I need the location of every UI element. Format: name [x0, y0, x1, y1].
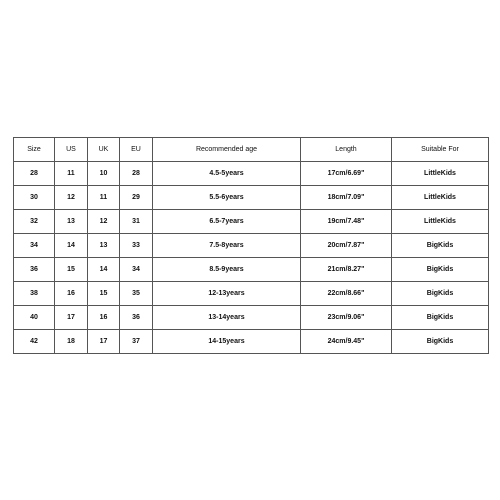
cell-suitable-for: LittleKids [392, 186, 489, 210]
cell-eu: 36 [120, 306, 153, 330]
cell-us: 12 [55, 186, 88, 210]
table-row [14, 258, 489, 282]
cell-size: 28 [14, 162, 55, 186]
cell-recommended-age: 13-14years [153, 306, 301, 330]
cell-suitable-for: BigKids [392, 258, 489, 282]
cell-suitable-for: BigKids [392, 282, 489, 306]
table-row [14, 330, 489, 354]
cell-recommended-age: 8.5-9years [153, 258, 301, 282]
cell-us: 15 [55, 258, 88, 282]
header-recommended-age: Recommended age [153, 138, 301, 162]
cell-us: 13 [55, 210, 88, 234]
cell-length: 21cm/8.27" [301, 258, 392, 282]
cell-suitable-for: BigKids [392, 330, 489, 354]
cell-eu: 37 [120, 330, 153, 354]
size-chart-table [13, 137, 489, 354]
cell-us: 14 [55, 234, 88, 258]
header-length: Length [301, 138, 392, 162]
cell-length: 24cm/9.45" [301, 330, 392, 354]
header-us: US [55, 138, 88, 162]
cell-recommended-age: 6.5-7years [153, 210, 301, 234]
cell-eu: 33 [120, 234, 153, 258]
cell-eu: 35 [120, 282, 153, 306]
cell-size: 42 [14, 330, 55, 354]
cell-size: 32 [14, 210, 55, 234]
cell-eu: 34 [120, 258, 153, 282]
header-uk: UK [88, 138, 120, 162]
cell-suitable-for: BigKids [392, 234, 489, 258]
cell-suitable-for: LittleKids [392, 210, 489, 234]
header-size: Size [14, 138, 55, 162]
cell-uk: 15 [88, 282, 120, 306]
cell-recommended-age: 4.5-5years [153, 162, 301, 186]
cell-uk: 17 [88, 330, 120, 354]
cell-length: 22cm/8.66" [301, 282, 392, 306]
cell-recommended-age: 12-13years [153, 282, 301, 306]
cell-suitable-for: BigKids [392, 306, 489, 330]
cell-recommended-age: 14-15years [153, 330, 301, 354]
cell-eu: 29 [120, 186, 153, 210]
cell-uk: 10 [88, 162, 120, 186]
cell-length: 17cm/6.69" [301, 162, 392, 186]
cell-recommended-age: 7.5-8years [153, 234, 301, 258]
cell-length: 23cm/9.06" [301, 306, 392, 330]
table-row [14, 234, 489, 258]
cell-recommended-age: 5.5-6years [153, 186, 301, 210]
cell-uk: 13 [88, 234, 120, 258]
cell-length: 19cm/7.48" [301, 210, 392, 234]
cell-size: 34 [14, 234, 55, 258]
cell-suitable-for: LittleKids [392, 162, 489, 186]
cell-us: 17 [55, 306, 88, 330]
cell-size: 36 [14, 258, 55, 282]
table-row [14, 210, 489, 234]
cell-uk: 16 [88, 306, 120, 330]
table-row [14, 282, 489, 306]
cell-length: 20cm/7.87" [301, 234, 392, 258]
cell-uk: 12 [88, 210, 120, 234]
cell-length: 18cm/7.09" [301, 186, 392, 210]
cell-eu: 28 [120, 162, 153, 186]
header-row [14, 138, 489, 162]
table-row [14, 306, 489, 330]
cell-uk: 14 [88, 258, 120, 282]
table-row [14, 162, 489, 186]
table-row [14, 186, 489, 210]
cell-us: 18 [55, 330, 88, 354]
cell-us: 16 [55, 282, 88, 306]
cell-size: 30 [14, 186, 55, 210]
cell-uk: 11 [88, 186, 120, 210]
header-eu: EU [120, 138, 153, 162]
cell-eu: 31 [120, 210, 153, 234]
cell-size: 38 [14, 282, 55, 306]
header-suitable-for: Suitable For [392, 138, 489, 162]
cell-us: 11 [55, 162, 88, 186]
cell-size: 40 [14, 306, 55, 330]
